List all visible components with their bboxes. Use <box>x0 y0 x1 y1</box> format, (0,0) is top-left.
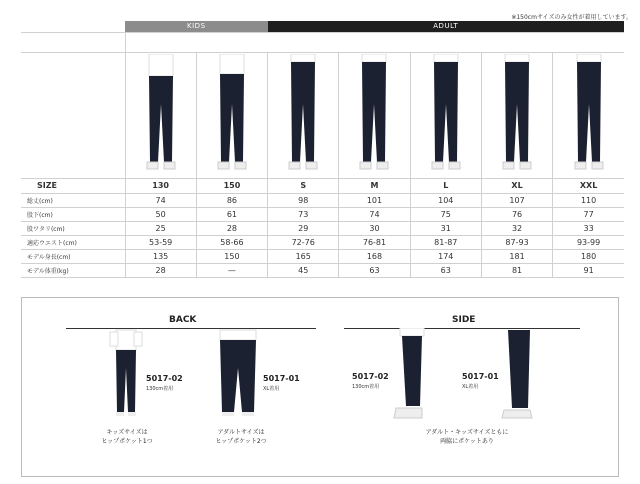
measurement-value: 107 <box>481 193 552 207</box>
measurement-row <box>21 249 624 263</box>
model-figure <box>344 54 404 174</box>
measurement-value: 33 <box>553 221 624 235</box>
measurement-value: 181 <box>481 249 552 263</box>
back-side-panel <box>21 297 619 477</box>
measurement-value: — <box>196 263 267 277</box>
measurement-value: 74 <box>339 207 410 221</box>
measurement-value: 150 <box>196 249 267 263</box>
measurement-value: 45 <box>268 263 339 277</box>
measurement-label: 適応ウエスト(cm) <box>21 235 125 249</box>
model-photo-130 <box>125 52 196 178</box>
size-label: SIZE <box>21 178 125 193</box>
model-photo-150 <box>196 52 267 178</box>
measurement-value: 75 <box>410 207 481 221</box>
side-left-sub: 130cm着用 <box>352 384 380 390</box>
measurement-value: 135 <box>125 249 196 263</box>
measurement-value: 165 <box>268 249 339 263</box>
measurement-value: 25 <box>125 221 196 235</box>
measurement-value: 168 <box>339 249 410 263</box>
size-cell: M <box>339 178 410 193</box>
size-chart-table <box>21 21 624 278</box>
measurement-value: 76 <box>481 207 552 221</box>
model-photo-xl <box>481 52 552 178</box>
measurement-value: 63 <box>410 263 481 277</box>
side-caption: アダルト・キッズサイズともに 両脇にポケットあり <box>425 429 509 445</box>
measurement-value: 74 <box>125 193 196 207</box>
measurement-row <box>21 207 624 221</box>
measurement-value: 180 <box>553 249 624 263</box>
side-rule <box>344 328 580 329</box>
model-figure <box>273 54 333 174</box>
group-header-blank <box>21 21 125 32</box>
side-right-sub: XL着用 <box>462 384 479 390</box>
measurement-row <box>21 193 624 207</box>
measurement-label: 股下(cm) <box>21 207 125 221</box>
model-figure <box>416 54 476 174</box>
measurement-label: 股ワタリ(cm) <box>21 221 125 235</box>
measurement-value: 30 <box>339 221 410 235</box>
measurement-value: 28 <box>125 263 196 277</box>
measurement-value: 174 <box>410 249 481 263</box>
measurement-value: 104 <box>410 193 481 207</box>
model-photo-s <box>268 52 339 178</box>
back-left-caption: キッズサイズは ヒップポケット1つ <box>101 429 153 445</box>
measurement-value: 53-59 <box>125 235 196 249</box>
model-photo-row <box>21 52 624 178</box>
size-row <box>21 178 624 193</box>
measurement-value: 110 <box>553 193 624 207</box>
adult-header: ADULT <box>268 21 624 32</box>
back-right-code: 5017-01 <box>263 374 300 383</box>
measurement-value: 31 <box>410 221 481 235</box>
model-figure <box>487 54 547 174</box>
measurement-value: 86 <box>196 193 267 207</box>
adult-back-photo <box>212 328 264 420</box>
group-header-row <box>21 21 624 32</box>
blank-row <box>21 32 624 52</box>
kids-header: KIDS <box>125 21 268 32</box>
measurement-row <box>21 221 624 235</box>
measurement-value: 76-81 <box>339 235 410 249</box>
side-left-code: 5017-02 <box>352 372 389 381</box>
measurement-value: 101 <box>339 193 410 207</box>
model-photo-l <box>410 52 481 178</box>
measurement-row <box>21 263 624 277</box>
measurement-value: 28 <box>196 221 267 235</box>
model-figure <box>202 54 262 174</box>
model-photo-m <box>339 52 410 178</box>
measurement-value: 58-66 <box>196 235 267 249</box>
model-photo-xxl <box>553 52 624 178</box>
back-left-code: 5017-02 <box>146 374 183 383</box>
kids-back-photo <box>104 328 148 420</box>
size-cell: S <box>268 178 339 193</box>
back-right-caption: アダルトサイズは ヒップポケット2つ <box>215 429 267 445</box>
measurement-value: 77 <box>553 207 624 221</box>
measurement-value: 61 <box>196 207 267 221</box>
size-cell: L <box>410 178 481 193</box>
model-figure <box>559 54 619 174</box>
measurement-value: 63 <box>339 263 410 277</box>
measurement-row <box>21 235 624 249</box>
size-cell: XL <box>481 178 552 193</box>
model-figure <box>131 54 191 174</box>
measurement-value: 98 <box>268 193 339 207</box>
size-cell: 130 <box>125 178 196 193</box>
measurement-value: 81 <box>481 263 552 277</box>
back-left-sub: 130cm着用 <box>146 386 174 392</box>
measurement-label: 総丈(cm) <box>21 193 125 207</box>
kids-side-photo <box>390 328 434 420</box>
measurement-value: 29 <box>268 221 339 235</box>
measurement-value: 93-99 <box>553 235 624 249</box>
measurement-label: モデル体重(kg) <box>21 263 125 277</box>
size-cell: XXL <box>553 178 624 193</box>
model-note: ※150cmサイズのみ女性が着用しています。 <box>511 14 632 21</box>
measurement-value: 50 <box>125 207 196 221</box>
size-cell: 150 <box>196 178 267 193</box>
side-title: SIDE <box>452 315 476 325</box>
measurement-value: 72-76 <box>268 235 339 249</box>
measurement-value: 91 <box>553 263 624 277</box>
measurement-label: モデル身長(cm) <box>21 249 125 263</box>
measurement-value: 87-93 <box>481 235 552 249</box>
adult-side-photo <box>496 328 540 420</box>
measurement-value: 81-87 <box>410 235 481 249</box>
back-right-sub: XL着用 <box>263 386 280 392</box>
back-title: BACK <box>169 315 197 325</box>
side-right-code: 5017-01 <box>462 372 499 381</box>
measurement-value: 32 <box>481 221 552 235</box>
measurement-value: 73 <box>268 207 339 221</box>
